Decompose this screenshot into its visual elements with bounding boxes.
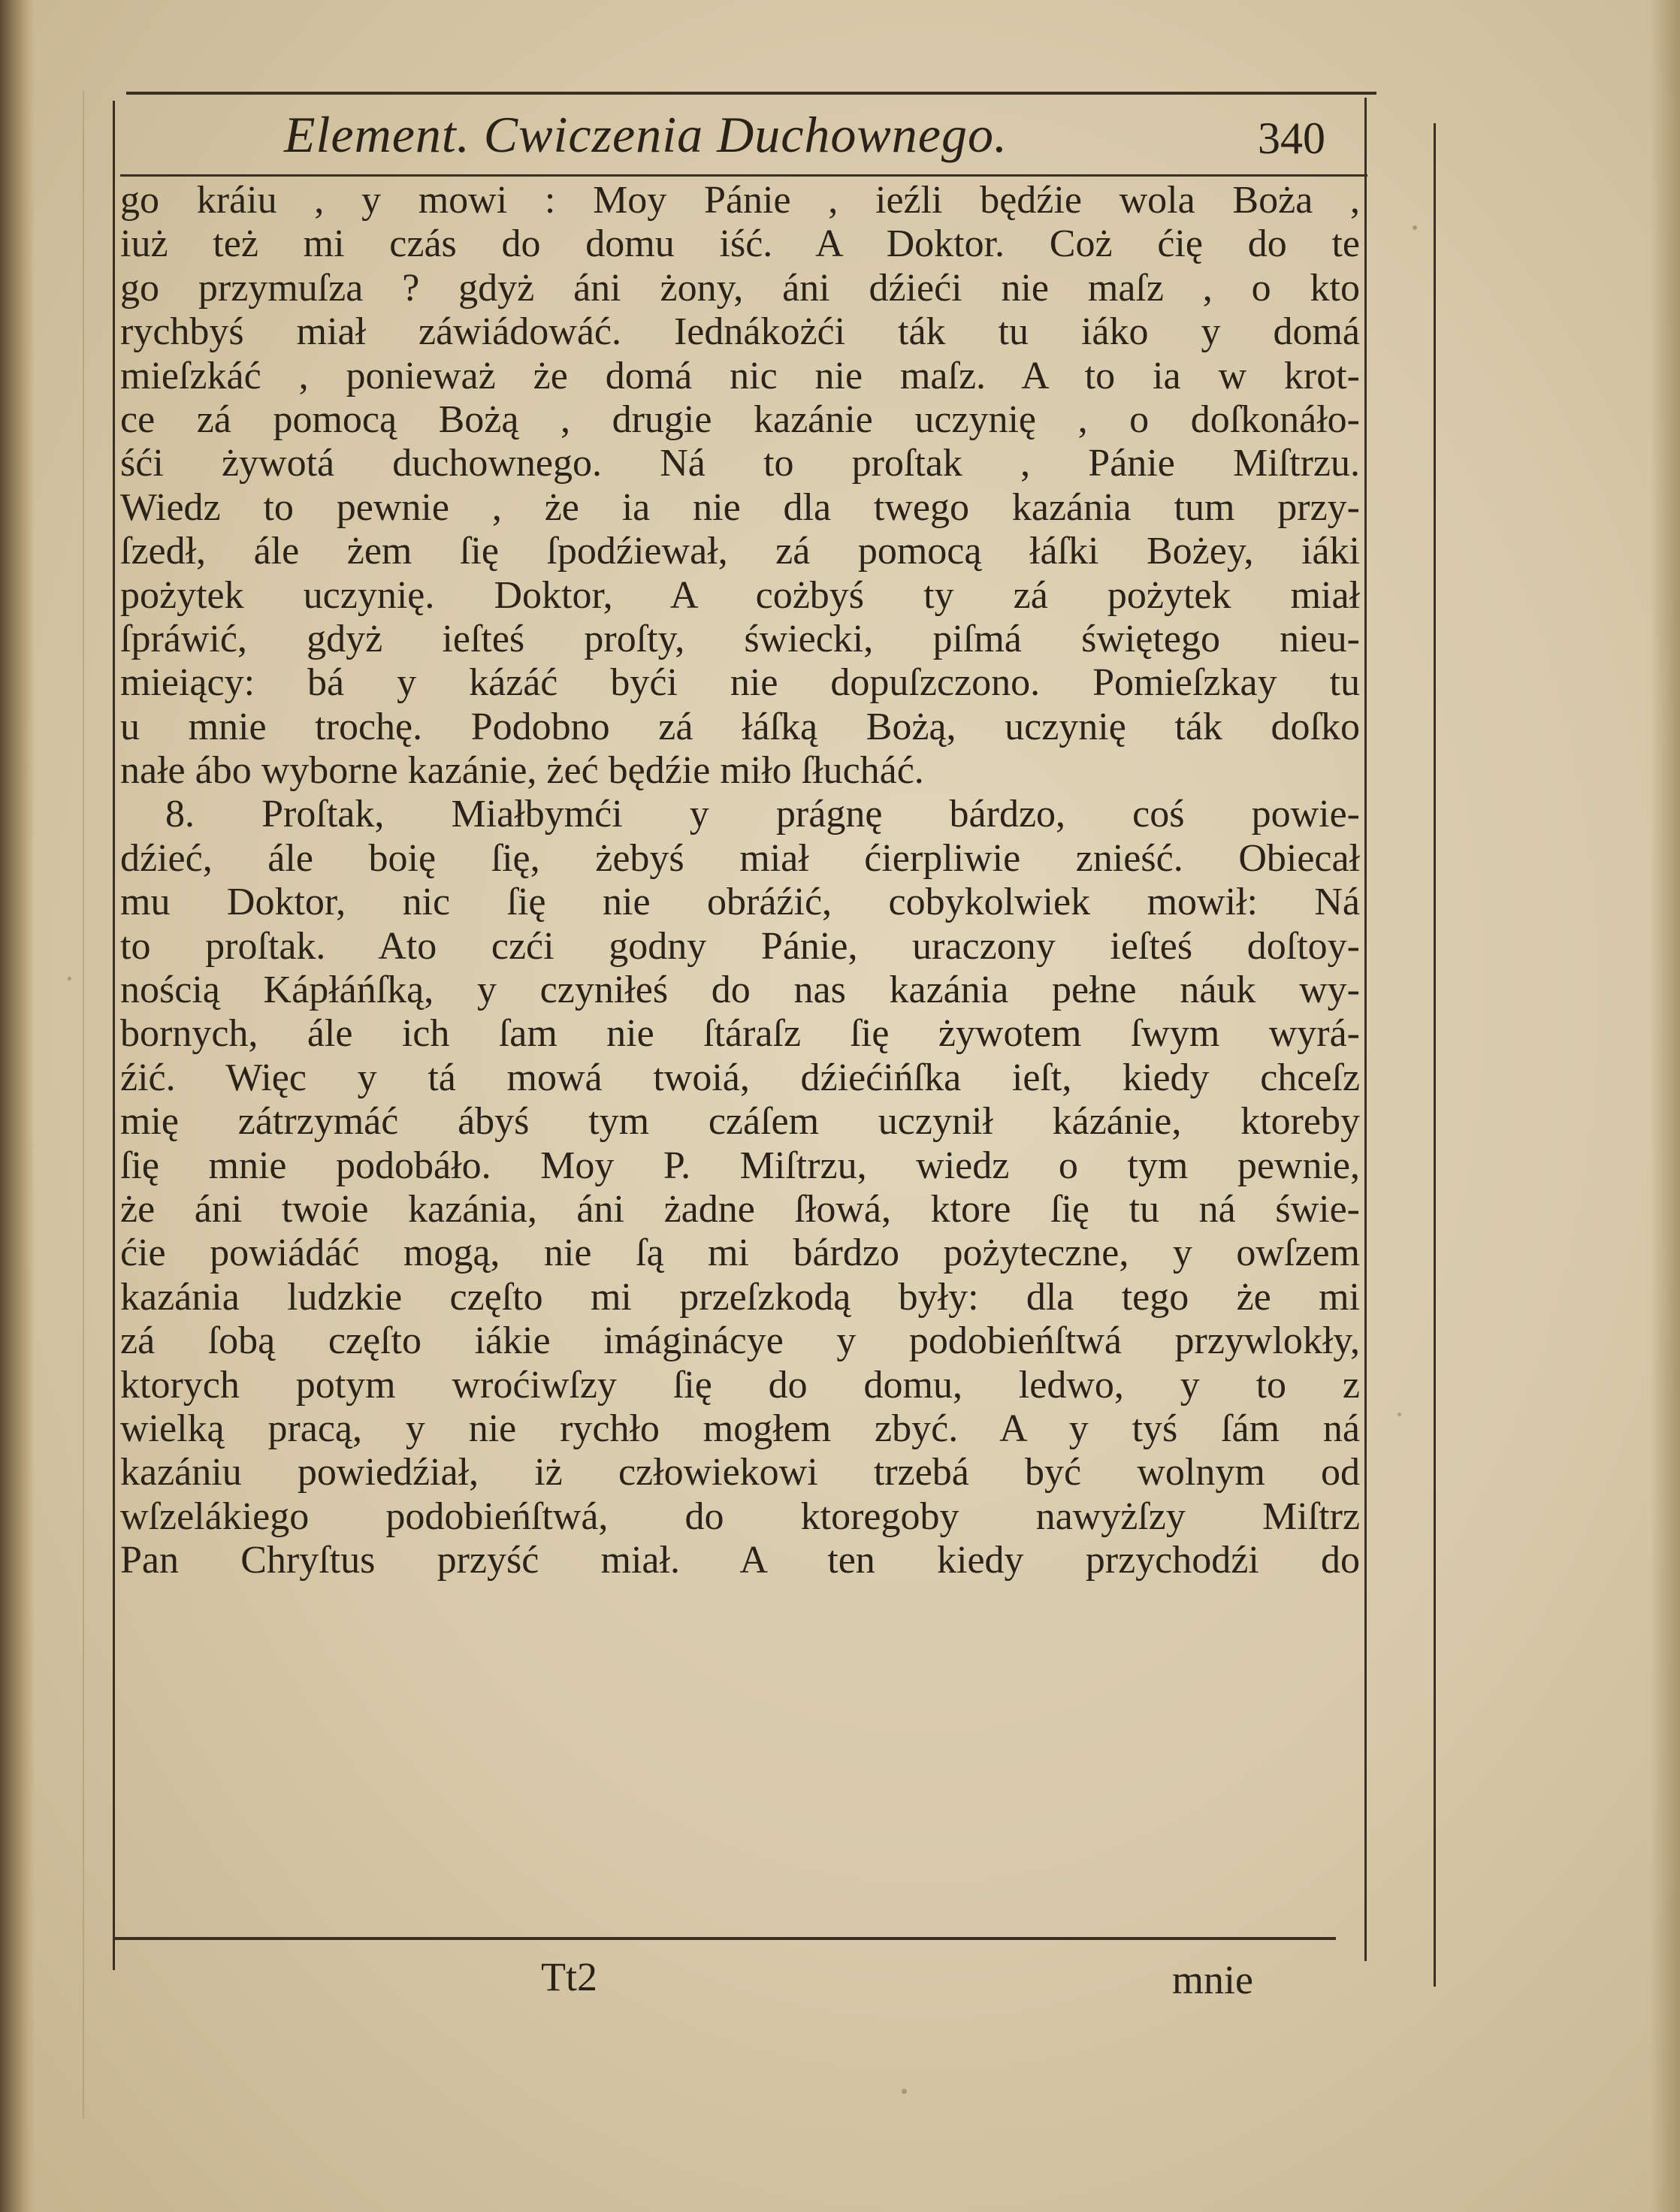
text-line: ćie powiádáć mogą, nie ſą mi bárdzo pożyteczne, y owſzem [120,1231,1360,1275]
left-frame-rule [113,101,115,1970]
text-line: śći żywotá duchownego. Ná to proſtak , Pánie Miſtrzu. [120,442,1360,485]
paper-speck [1397,1413,1401,1416]
text-line: że áni twoie kazánia, áni żadne ſłowá, ktore ſię tu ná świe- [120,1187,1360,1231]
text-line: zá ſobą częſto iákie imáginácye y podobieńſtwá przywlokły, [120,1319,1360,1363]
text-line: Pan Chryſtus przyść miał. A ten kiedy przychodźi do [120,1539,1360,1582]
catchword: mnie [1172,1957,1253,2002]
text-line: ſzedł, ále żem ſię ſpodźiewał, zá pomocą łáſki Bożey, iáki [120,530,1360,573]
text-line: u mnie trochę. Podobno zá łáſką Bożą, uczynię ták doſko [120,705,1360,748]
text-line: go przymuſza ? gdyż áni żony, áni dźieći nie maſz , o kto [120,266,1360,310]
text-line: nością Kápłáńſką, y czyniłeś do nas kazánia pełne náuk wy- [120,969,1360,1012]
text-line: pożytek uczynię. Doktor, A cożbyś ty zá pożytek miał [120,573,1360,617]
text-line: wielką pracą, y nie rychło mogłem zbyć. A y tyś ſám ná [120,1407,1360,1450]
text-line: mu Doktor, nic ſię nie obráźić, cobykolwiek mowił: Ná [120,881,1360,924]
text-line: ktorych potym wroćiwſzy ſię do domu, ledwo, y to z [120,1363,1360,1407]
text-line: to proſtak. Ato czći godny Pánie, uraczony ieſteś doſtoy- [120,924,1360,968]
text-line: nałe ábo wyborne kazánie, żeć będźie miło ſłucháć. [120,749,924,793]
body-text [120,179,1367,1583]
text-line: kazánia ludzkie częſto mi przeſzkodą były: dla tego że mi [120,1275,1360,1319]
text-line: mieſzkáć , ponieważ że domá nic nie maſz. A to ia w krot- [120,354,1360,397]
running-header [120,102,1367,174]
paper-speck [902,2089,907,2094]
text-line: wſzelákiego podobieńſtwá, do ktoregoby nawyżſzy Miſtrz [120,1494,1360,1538]
text-line: rychbyś miał záwiádowáć. Iednákożći ták tu iáko y domá [120,310,1360,354]
paragraph-start-line: 8. Proſtak, Miałbymći y prágnę bárdzo, coś powie- [165,793,1360,836]
outer-right-rule [1434,123,1436,1987]
text-line: iuż też mi czás do domu iść. A Doktor. Coż ćię do te [120,222,1360,266]
text-line: źić. Więc y tá mowá twoiá, dźiećińſka ieſt, kiedy chceſz [120,1056,1360,1099]
header-rule [126,92,1376,95]
text-line: mieiący: bá y kázáć byći nie dopuſzczono. Pomieſzkay tu [120,661,1360,705]
text-line: Wiedz to pewnie , że ia nie dla twego kazánia tum przy- [120,485,1360,529]
show-through-line [83,90,84,2119]
page-footer [120,1954,1367,2014]
text-line: kazániu powiedźiał, iż człowiekowi trzebá być wolnym od [120,1451,1360,1494]
signature-mark: Tt2 [541,1954,597,1999]
binding-gutter [0,0,35,2212]
paper-speck [68,977,71,981]
text-top-rule [120,174,1367,177]
text-line: ce zá pomocą Bożą , drugie kazánie uczynię , o doſkonáło- [120,397,1360,441]
text-line: dźieć, ále boię ſię, żebyś miał ćierpliwie znieść. Obiecał [120,836,1360,880]
text-bottom-rule [113,1937,1336,1940]
text-line: mię zátrzymáć ábyś tym czáſem uczynił kázánie, ktoreby [120,1100,1360,1144]
text-line: ſpráwić, gdyż ieſteś proſty, świecki, piſmá świętego nieu- [120,617,1360,660]
page-edge [1650,0,1680,2212]
text-line: go kráiu , y mowi : Moy Pánie , ieźli będźie wola Boża , [120,179,1360,222]
text-line: bornych, ále ich ſam nie ſtáraſz ſię żywotem ſwym wyrá- [120,1012,1360,1056]
paper-speck [1413,225,1417,230]
running-title: Element. Cwiczenia Duchownego. [284,106,1008,163]
page-number: 340 [1258,113,1325,163]
text-line: ſię mnie podobáło. Moy P. Miſtrzu, wiedz o tym pewnie, [120,1144,1360,1187]
